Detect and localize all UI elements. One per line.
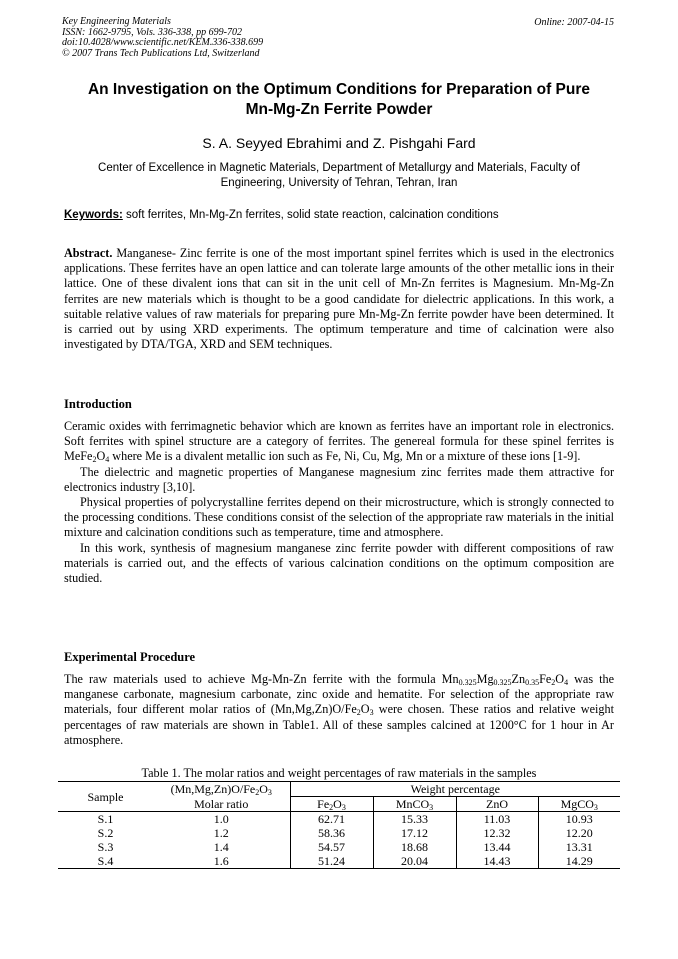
table-row bbox=[58, 812, 620, 827]
issn-line: ISSN: 1662-9795, Vols. 336-338, pp 699-702 bbox=[62, 26, 242, 38]
exp-sub: 0.325 bbox=[493, 678, 512, 687]
exp-text: O bbox=[555, 672, 565, 686]
copyright-line: © 2007 Trans Tech Publications Ltd, Switzerland bbox=[62, 47, 260, 59]
header-zno bbox=[456, 797, 538, 812]
cell-mgco3: 12.20 bbox=[538, 826, 620, 840]
ratio-text: (Mn,Mg,Zn)O/Fe bbox=[170, 782, 256, 797]
header-text: O bbox=[333, 797, 342, 811]
cell-fe2o3: 62.71 bbox=[290, 812, 373, 827]
header-sub: 3 bbox=[429, 803, 434, 812]
header-sub: 3 bbox=[593, 803, 598, 812]
cell-fe2o3: 51.24 bbox=[290, 854, 373, 869]
table-row bbox=[58, 826, 620, 840]
cell-sample: S.2 bbox=[97, 826, 114, 840]
cell-fe2o3: 54.57 bbox=[290, 840, 373, 854]
affiliation bbox=[60, 161, 618, 191]
exp-sub: 2 bbox=[356, 708, 361, 718]
title-line-1: An Investigation on the Optimum Conditions for Preparation of Pure bbox=[87, 81, 591, 98]
cell-zno: 14.43 bbox=[456, 854, 538, 869]
cell-mnco3: 15.33 bbox=[373, 812, 456, 827]
keywords-label: Keywords: bbox=[64, 209, 123, 221]
raw-materials-table bbox=[58, 781, 620, 869]
intro-paragraph-1 bbox=[64, 419, 614, 465]
header-text: Fe bbox=[317, 797, 330, 811]
cell-mnco3: 18.68 bbox=[373, 840, 456, 854]
ratio-sub: 3 bbox=[267, 788, 272, 798]
exp-sub: 0.35 bbox=[525, 678, 540, 687]
header-text: ZnO bbox=[486, 797, 508, 811]
exp-text: were chosen. These ratios and relative weight percentages of raw materials are shown in Table1. All of these samples calcined at 1200°C for 1 hour in Ar atmosphere. bbox=[64, 702, 614, 747]
intro-p1-sub: 2 bbox=[92, 455, 97, 465]
cell-sample: S.4 bbox=[58, 854, 153, 869]
keywords bbox=[64, 209, 499, 221]
exp-text: O bbox=[360, 702, 370, 717]
table-header-row bbox=[58, 782, 620, 797]
header-mgco3 bbox=[538, 797, 620, 812]
table-caption: Table 1. The molar ratios and weight percentages of raw materials in the samples bbox=[141, 766, 537, 780]
intro-paragraph-2: The dielectric and magnetic properties of Manganese magnesium zinc ferrites made them attractive for electronics industry [3,10]. bbox=[64, 464, 614, 494]
intro-p1-text-a: Ceramic oxides with ferrimagnetic behavior which are known as ferrites have an important role in electronics. Soft ferrites with spinel structure are a category of ferrites. The genereal formula for these spinel ferrites is MeFe bbox=[64, 419, 614, 464]
exp-sub: 0.325 bbox=[458, 678, 477, 687]
intro-p1-text-c: where Me is a divalent metallic ion such as Fe, Ni, Cu, Mg, Mn or a mixture of these ions [1-9]. bbox=[109, 449, 581, 464]
cell-sample: S.1 bbox=[97, 812, 114, 826]
authors: S. A. Seyyed Ebrahimi and Z. Pishgahi Fard bbox=[202, 135, 476, 151]
exp-text: Fe bbox=[539, 672, 552, 686]
header-weight: Weight percentage bbox=[290, 782, 620, 797]
experimental-body bbox=[64, 672, 614, 748]
header-text: MnCO bbox=[395, 797, 430, 811]
exp-text: Mg bbox=[476, 672, 494, 686]
online-date: Online: 2007-04-15 bbox=[534, 17, 614, 28]
exp-sub: 2 bbox=[551, 678, 556, 687]
exp-sub: 4 bbox=[564, 678, 569, 687]
journal-header bbox=[62, 17, 263, 59]
intro-p1-sub: 4 bbox=[105, 455, 110, 465]
intro-p1-text-b: O bbox=[96, 449, 106, 464]
ratio-sub: 2 bbox=[255, 788, 260, 798]
introduction-body bbox=[64, 419, 614, 586]
cell-sample: S.3 bbox=[97, 840, 114, 854]
experimental-heading: Experimental Procedure bbox=[64, 650, 196, 664]
abstract-label: Abstract. bbox=[64, 246, 113, 260]
cell-zno: 12.32 bbox=[456, 826, 538, 840]
abstract-text: Manganese- Zinc ferrite is one of the most important spinel ferrites which is used in the electronics applications. These ferrites have an open lattice and can tolerate large amounts of the other metallic ions in their lattice. One of these divalent ions that can sit in the unit cell of Mn-Zn ferrites is Magnesium. Mn-Mg-Zn ferrites are new materials which is thought to be a good candidate for dielectric applications. In this work, a suitable relative values of raw materials for preparing pure Mn-Mg-Zn ferrite powder have been determined. It is carried out by using XRD experiments. The optimum temperature and time of calcination were also investigated by DTA/TGA, XRD and SEM techniques. bbox=[64, 246, 614, 352]
ratio-text: O bbox=[259, 782, 268, 797]
cell-mnco3: 20.04 bbox=[373, 854, 456, 869]
header-mnco3 bbox=[373, 797, 456, 812]
cell-ratio: 1.0 bbox=[213, 812, 229, 826]
exp-sub: 3 bbox=[369, 708, 374, 718]
affiliation-line-1: Center of Excellence in Magnetic Materials, Department of Metallurgy and Materials, Faculty of bbox=[98, 162, 580, 174]
intro-paragraph-4: In this work, synthesis of magnesium manganese zinc ferrite powder with different compositions of raw materials is carried out, and the effects of various calcination conditions on the optimum composition are studied. bbox=[64, 540, 614, 586]
abstract bbox=[64, 246, 614, 352]
cell-mgco3: 13.31 bbox=[538, 840, 620, 854]
header-sample: Sample bbox=[58, 782, 153, 812]
journal-name: Key Engineering Materials bbox=[62, 16, 171, 27]
exp-text: The raw materials used to achieve Mg-Mn-Zn ferrite with the formula Mn bbox=[64, 672, 459, 686]
cell-mgco3: 14.29 bbox=[538, 854, 620, 869]
header-molar-ratio: Molar ratio bbox=[153, 797, 290, 812]
paper-title bbox=[50, 80, 628, 120]
cell-zno: 11.03 bbox=[456, 812, 538, 827]
header-text: MgCO bbox=[560, 797, 594, 811]
cell-ratio: 1.6 bbox=[153, 854, 290, 869]
header-ratio-top bbox=[153, 782, 290, 797]
doi-line: doi:10.4028/www.scientific.net/KEM.336-338.699 bbox=[62, 37, 264, 48]
header-sub: 3 bbox=[341, 803, 346, 812]
cell-ratio: 1.2 bbox=[213, 826, 229, 840]
table-row bbox=[58, 840, 620, 854]
exp-text: Zn bbox=[511, 672, 526, 686]
table-row bbox=[58, 854, 620, 869]
intro-paragraph-3: Physical properties of polycrystalline ferrites depend on their microstructure, which is strongly connected to the processing conditions. These conditions consist of the selection of the appropriate raw materials in the initial mixture and calcination conditions such as temperature, time and atmosphere. bbox=[64, 495, 614, 540]
cell-fe2o3: 58.36 bbox=[290, 826, 373, 840]
cell-zno: 13.44 bbox=[456, 840, 538, 854]
affiliation-line-2: Engineering, University of Tehran, Tehran, Iran bbox=[220, 177, 458, 189]
experimental-paragraph bbox=[64, 672, 614, 748]
keywords-text: soft ferrites, Mn-Mg-Zn ferrites, solid state reaction, calcination conditions bbox=[122, 209, 499, 221]
introduction-heading: Introduction bbox=[64, 397, 132, 411]
header-sub: 2 bbox=[329, 803, 334, 812]
exp-text: was the manganese carbonate, magnesium carbonate, zinc oxide and hematite. For selection of the appropriate raw materials, four different molar ratios of (Mn,Mg,Zn)O/Fe bbox=[64, 672, 614, 717]
title-line-2: Mn-Mg-Zn Ferrite Powder bbox=[245, 101, 433, 118]
cell-mnco3: 17.12 bbox=[373, 826, 456, 840]
cell-mgco3: 10.93 bbox=[538, 812, 620, 827]
header-fe2o3 bbox=[290, 797, 373, 812]
cell-ratio: 1.4 bbox=[213, 840, 229, 854]
